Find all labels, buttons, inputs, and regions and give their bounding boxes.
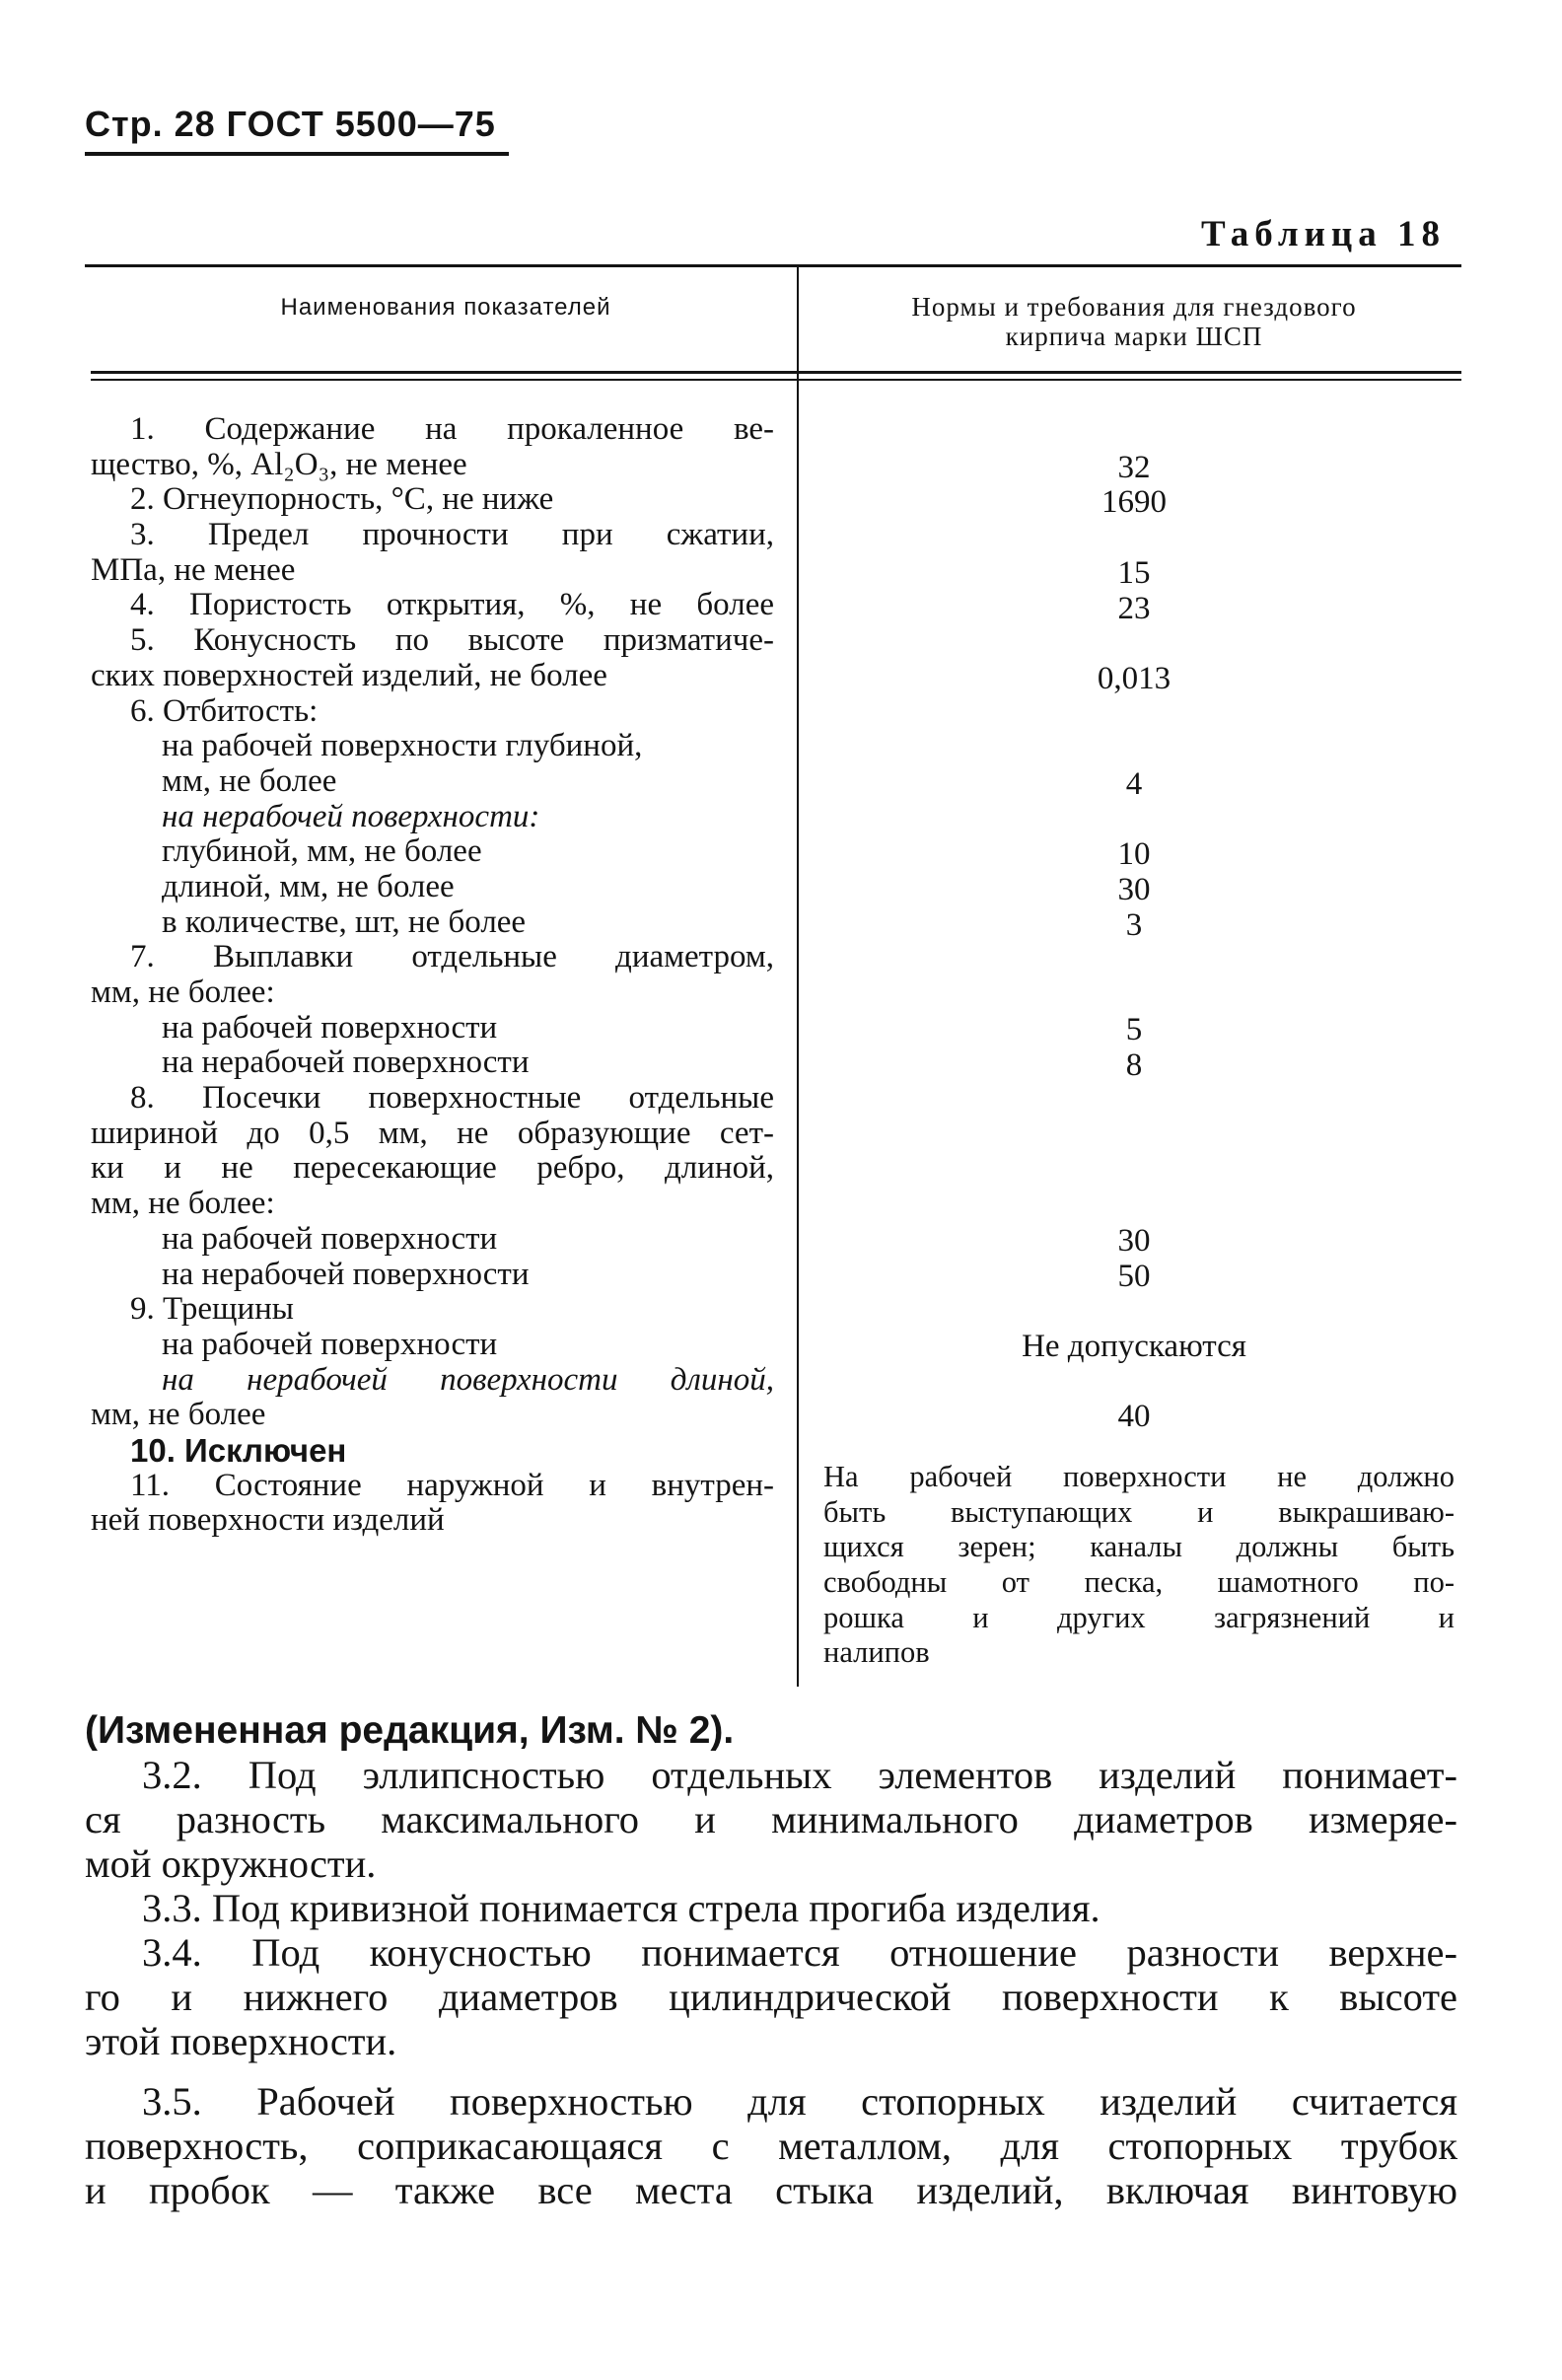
indicator-line: на рабочей поверхности глубиной, <box>162 728 643 764</box>
condition-line: щихся зерен; каналы должны быть <box>823 1530 1455 1564</box>
table-header-rule <box>91 371 1461 374</box>
paragraph-line: мой окружности. <box>85 1841 377 1886</box>
header-underline <box>85 152 509 156</box>
table-header-rule-double <box>91 379 1461 381</box>
indicator-line: МПа, не менее <box>91 551 296 588</box>
value-crazing-nonworking: 50 <box>1117 1259 1151 1294</box>
indicator-line: ских поверхностей изделий, не более <box>91 657 607 693</box>
indicator-line: мм, не более <box>91 1397 266 1433</box>
value-chip-count: 3 <box>1125 907 1143 943</box>
value-chip-depth-working: 4 <box>1125 766 1143 802</box>
col-header-indicators: Наименования показателей <box>280 294 611 321</box>
value-cracks-nonworking: 40 <box>1117 1399 1151 1434</box>
indicator-line: на нерабочей поверхности: <box>162 798 540 834</box>
indicator-line: 4. Пористость открытия, %, не более <box>130 587 774 623</box>
paragraph-line: этой поверхности. <box>85 2019 397 2063</box>
indicator-line: 11. Состояние наружной и внутрен- <box>130 1467 774 1503</box>
value-taper: 0,013 <box>1097 661 1172 696</box>
indicator-line: 6. Отбитость: <box>130 692 319 729</box>
value-strength: 15 <box>1117 555 1151 591</box>
col-header-norms-line1: Нормы и требования для гнездового <box>911 292 1357 322</box>
indicator-line: на рабочей поверхности <box>162 1326 498 1362</box>
indicator-line: ней поверхности изделий <box>91 1502 445 1539</box>
paragraph-line: 3.4. Под конусностью понимается отношение разности верхне- <box>142 1930 1457 1975</box>
indicator-line: щество, %, Al₂O₃, не менее <box>91 446 467 482</box>
value-chip-depth-nonworking: 10 <box>1117 836 1151 872</box>
value-chip-length-nonworking: 30 <box>1117 872 1151 907</box>
paragraph-line: 3.2. Под эллипсностью отдельных элементов изделий понимает- <box>142 1753 1457 1797</box>
condition-line: быть выступающих и выкрашиваю- <box>823 1494 1455 1529</box>
col-header-norms-line2: кирпича марки ШСП <box>1005 322 1263 351</box>
indicator-line: 7. Выплавки отдельные диаметром, <box>130 939 774 975</box>
indicator-line: 2. Огнеупорность, °С, не ниже <box>130 481 554 518</box>
indicator-line: 9. Трещины <box>130 1291 294 1328</box>
value-refractoriness: 1690 <box>1101 484 1167 520</box>
indicator-line: мм, не более <box>162 762 337 799</box>
indicators-column <box>91 412 774 1539</box>
indicator-line: мм, не более: <box>91 974 275 1010</box>
indicator-line: шириной до 0,5 мм, не образующие сет- <box>91 1115 774 1151</box>
paragraph-line: 3.5. Рабочей поверхностью для стопорных изделий считается <box>142 2079 1457 2124</box>
surface-condition-text <box>823 1460 1455 1671</box>
indicator-line: на нерабочей поверхности <box>162 1256 530 1292</box>
condition-line: рошка и других загрязнений и <box>823 1600 1455 1634</box>
condition-line: свободны от песка, шамотного по- <box>823 1565 1455 1600</box>
table-column-divider <box>797 264 799 1687</box>
indicator-line: на нерабочей поверхности <box>162 1045 530 1081</box>
value-porosity: 23 <box>1117 591 1151 626</box>
condition-line: На рабочей поверхности не должно <box>823 1460 1455 1493</box>
body-text <box>85 1708 1457 2212</box>
condition-line: налипов <box>823 1635 930 1670</box>
page-header: Стр. 28 ГОСТ 5500—75 <box>85 104 496 144</box>
indicator-line: 8. Посечки поверхностные отдельные <box>130 1080 774 1117</box>
col-header-norms <box>809 292 1459 351</box>
indicator-line: 3. Предел прочности при сжатии, <box>130 517 774 553</box>
indicator-line: 5. Конусность по высоте призматиче- <box>130 622 774 659</box>
indicator-line: 1. Содержание на прокаленное ве- <box>130 411 774 447</box>
indicator-line: ки и не пересекающие ребро, длиной, <box>91 1150 774 1187</box>
value-alumina: 32 <box>1117 450 1151 485</box>
indicator-line: в количестве, шт, не более <box>162 903 527 940</box>
indicator-line: глубиной, мм, не более <box>162 833 482 870</box>
value-crazing-working: 30 <box>1117 1223 1151 1259</box>
edition-note: (Измененная редакция, Изм. № 2). <box>85 1709 735 1752</box>
table-caption: Таблица 18 <box>1201 214 1446 254</box>
indicator-line: мм, не более: <box>91 1186 275 1222</box>
table-top-rule <box>85 264 1461 267</box>
indicator-line: на рабочей поверхности <box>162 1220 498 1257</box>
paragraph-gap <box>85 2063 1457 2079</box>
paragraph-line: го и нижнего диаметров цилиндрической поверхности к высоте <box>85 1975 1457 2019</box>
paragraph-line: поверхность, соприкасающаяся с металлом, для стопорных трубок <box>85 2124 1457 2168</box>
indicator-line: длиной, мм, не более <box>162 868 455 904</box>
indicator-line: на нерабочей поверхности длиной, <box>162 1361 774 1398</box>
value-cracks-working: Не допускаются <box>1022 1329 1246 1364</box>
paragraph-line: ся разность максимального и минимального диаметров измеряе- <box>85 1797 1457 1841</box>
value-meltout-nonworking: 8 <box>1125 1047 1143 1083</box>
indicator-line-excluded: 10. Исключен <box>130 1431 347 1469</box>
indicator-line: на рабочей поверхности <box>162 1009 498 1046</box>
paragraph-line: и пробок — также все места стыка изделий, включая винтовую <box>85 2168 1457 2212</box>
value-meltout-working: 5 <box>1125 1012 1143 1047</box>
paragraph-line: 3.3. Под кривизной понимается стрела прогиба изделия. <box>142 1886 1100 1930</box>
